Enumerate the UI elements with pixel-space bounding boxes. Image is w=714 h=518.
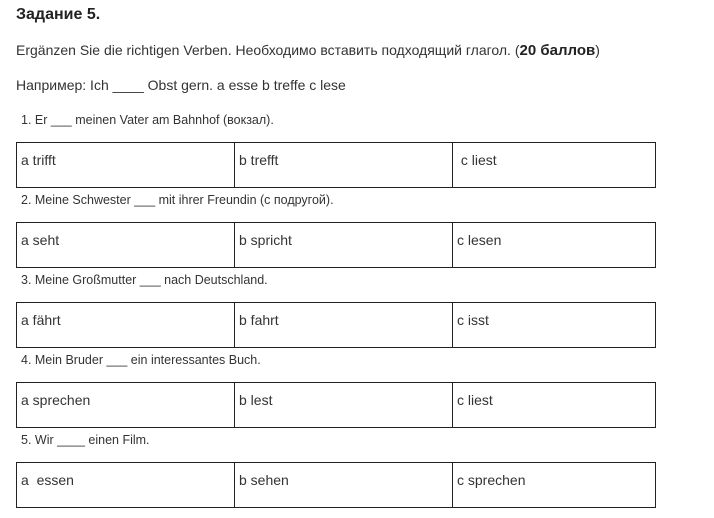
points-label: 20 баллов — [519, 42, 596, 59]
option-b[interactable]: b sehen — [235, 463, 453, 508]
instruction-text: Ergänzen Sie die richtigen Verben. Необходимо вставить подходящий глагол. ( — [16, 42, 520, 58]
question-2: 2. Meine Schwester ___ mit ihrer Freundin (с подругой). — [21, 193, 334, 207]
option-c[interactable]: c lesen — [453, 223, 656, 268]
option-b[interactable]: b fahrt — [235, 303, 453, 348]
options-row — [17, 463, 656, 508]
options-table-5 — [16, 462, 656, 508]
question-3: 3. Meine Großmutter ___ nach Deutschland. — [21, 273, 268, 287]
options-table-1 — [16, 142, 656, 188]
option-a[interactable]: a trifft — [17, 143, 235, 188]
question-5: 5. Wir ____ einen Film. — [21, 433, 150, 447]
option-a[interactable]: a seht — [17, 223, 235, 268]
task-instruction — [16, 42, 600, 59]
options-row — [17, 383, 656, 428]
options-row — [17, 223, 656, 268]
question-1: 1. Er ___ meinen Vater am Bahnhof (вокзал). — [21, 113, 274, 127]
option-c[interactable]: c sprechen — [453, 463, 656, 508]
option-a[interactable]: a sprechen — [17, 383, 235, 428]
options-table-2 — [16, 222, 656, 268]
option-c[interactable]: c isst — [453, 303, 656, 348]
option-a[interactable]: a essen — [17, 463, 235, 508]
options-row — [17, 143, 656, 188]
example-line: Например: Ich ____ Obst gern. a esse b treffe c lese — [16, 77, 346, 93]
option-a[interactable]: a fährt — [17, 303, 235, 348]
question-4: 4. Mein Bruder ___ ein interessantes Buch. — [21, 353, 261, 367]
option-b[interactable]: b lest — [235, 383, 453, 428]
options-table-4 — [16, 382, 656, 428]
task-title: Задание 5. — [16, 6, 101, 23]
option-c[interactable]: c liest — [453, 143, 656, 188]
instruction-close: ) — [595, 42, 600, 58]
options-row — [17, 303, 656, 348]
option-b[interactable]: b spricht — [235, 223, 453, 268]
option-b[interactable]: b trefft — [235, 143, 453, 188]
option-c[interactable]: c liest — [453, 383, 656, 428]
options-table-3 — [16, 302, 656, 348]
